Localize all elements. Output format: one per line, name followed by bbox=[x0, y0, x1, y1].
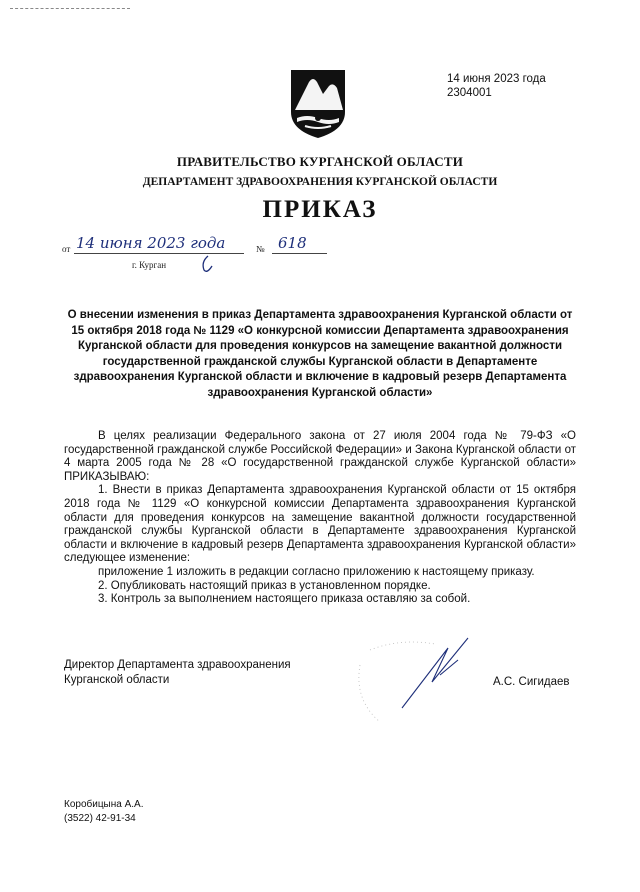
registration-stamp bbox=[447, 72, 546, 100]
position-line-2: Курганской области bbox=[64, 674, 170, 686]
order-body bbox=[64, 430, 576, 607]
signatory-name: А.С. Сигидаев bbox=[493, 676, 570, 688]
document-type-heading: ПРИКАЗ bbox=[262, 196, 378, 223]
executor-info bbox=[64, 798, 144, 826]
clause-1-change: приложение 1 изложить в редакции согласно приложению к настоящему приказу. bbox=[98, 565, 535, 578]
executor-name: Коробицына А.А. bbox=[64, 799, 144, 810]
clause-1-paragraph: 1. Внести в приказ Департамента здравоохранения Курганской области от 15 октября 2018 года № 1129 «О конкурсной комиссии Департамента здравоохранения Курганской области для проведения конкурсов на замещение вакантной должности государственной гражданской службы Курганской области в Департаменте здравоохранения Курганской области и включение в кадровый резерв Департамента здравоохранения Курганской области» следующее изменение: bbox=[64, 484, 576, 565]
government-heading: ПРАВИТЕЛЬСТВО КУРГАНСКОЙ ОБЛАСТИ bbox=[176, 154, 464, 169]
kurgan-coat-of-arms-icon bbox=[287, 68, 349, 140]
clause-2-paragraph: 2. Опубликовать настоящий приказ в установленном порядке. bbox=[98, 579, 431, 592]
order-title: О внесении изменения в приказ Департамента здравоохранения Курганской области от 15 октября 2018 года № 1129 «О конкурсной комиссии Департамента здравоохранения Курганской области для проведения конкурсов на замещение вакантной должности государственной гражданской службы Курганской области в Департаменте здравоохранения Курганской области и включение в кадровый резерв Департамента здравоохранения Курганской области» bbox=[67, 309, 573, 399]
position-line-1: Директор Департамента здравоохранения bbox=[64, 659, 291, 671]
signature-and-seal-mark bbox=[340, 630, 490, 740]
stamp-date: 14 июня 2023 года bbox=[447, 73, 546, 85]
stamp-code: 2304001 bbox=[447, 87, 492, 99]
from-label: от bbox=[62, 244, 71, 254]
handwritten-date: 14 июня 2023 года bbox=[76, 234, 226, 252]
scan-edge-line bbox=[10, 8, 130, 9]
department-heading: ДЕПАРТАМЕНТ ЗДРАВООХРАНЕНИЯ КУРГАНСКОЙ ОБЛАСТИ bbox=[142, 176, 498, 188]
signatory-position bbox=[64, 658, 291, 688]
number-underline bbox=[272, 253, 327, 254]
handwritten-flourish bbox=[198, 254, 216, 274]
executor-phone: (3522) 42-91-34 bbox=[64, 813, 136, 824]
date-underline bbox=[74, 253, 244, 254]
city-label: г. Курган bbox=[132, 260, 167, 270]
clause-3-paragraph: 3. Контроль за выполнением настоящего приказа оставляю за собой. bbox=[98, 593, 471, 606]
handwritten-number: 618 bbox=[278, 234, 307, 252]
preamble-paragraph: В целях реализации Федерального закона от 27 июля 2004 года № 79-ФЗ «О государственной гражданской службе Российской Федерации» и Закона Курганской области от 4 марта 2005 года № 28 «О государственной гражданской службе Курганской области» ПРИКАЗЫВАЮ: bbox=[64, 430, 576, 483]
number-label: № bbox=[256, 244, 265, 254]
order-reference bbox=[62, 234, 332, 280]
